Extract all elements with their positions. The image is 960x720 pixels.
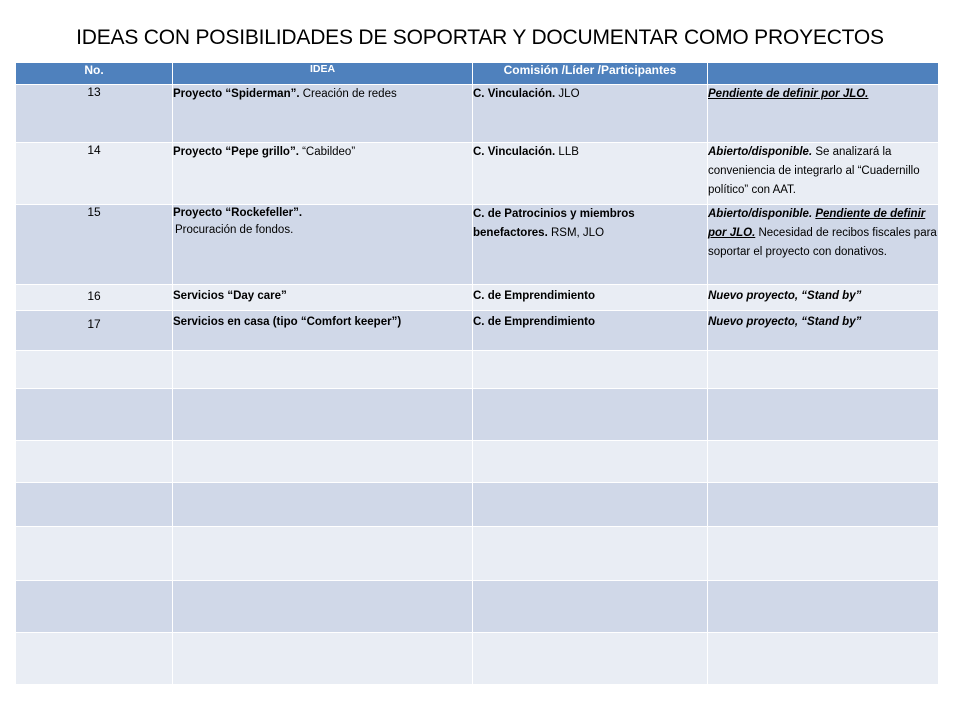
idea-cell — [173, 285, 473, 311]
table-row — [16, 285, 939, 311]
status-cell — [708, 311, 939, 351]
idea-cell — [173, 311, 473, 351]
table-row-empty — [16, 389, 939, 441]
comision-people: JLO — [555, 88, 580, 100]
header-comision: Comisión /Líder /Participantes — [473, 63, 708, 85]
comision-people: LLB — [555, 146, 579, 158]
table-row-empty — [16, 483, 939, 527]
table-row-empty — [16, 441, 939, 483]
status-label: Abierto/disponible. — [708, 146, 813, 158]
header-idea: IDEA — [173, 63, 473, 85]
row-number: 13 — [16, 85, 173, 143]
idea-title: Servicios “Day care” — [173, 290, 287, 302]
row-number: 14 — [16, 143, 173, 205]
comision-name: C. Vinculación. — [473, 146, 556, 158]
status-label: Abierto/disponible. — [708, 208, 813, 220]
status-cell — [708, 285, 939, 311]
header-no: No. — [16, 63, 173, 85]
idea-detail: “Cabildeo” — [298, 146, 356, 158]
comision-cell — [473, 311, 708, 351]
row-number: 15 — [16, 205, 173, 285]
status-detail: Se analizará la conveniencia de integrarlo al “Cuadernillo político” con AAT. — [708, 146, 920, 196]
status-text: Nuevo proyecto, “Stand by” — [708, 290, 862, 302]
status-text: Nuevo proyecto, “Stand by” — [708, 316, 862, 328]
comision-cell — [473, 285, 708, 311]
idea-title: Proyecto “Spiderman”. — [173, 88, 300, 100]
row-number: 17 — [16, 311, 173, 351]
comision-name: C. de Emprendimiento — [473, 316, 596, 328]
page-title: IDEAS CON POSIBILIDADES DE SOPORTAR Y DOCUMENTAR COMO PROYECTOS — [76, 26, 884, 49]
table-row — [16, 143, 939, 205]
idea-detail: Procuración de fondos. — [175, 224, 294, 236]
comision-cell — [473, 143, 708, 205]
status-text: Pendiente de definir por JLO. — [708, 88, 869, 100]
idea-title: Servicios en casa (tipo “Comfort keeper”) — [173, 316, 402, 328]
status-cell — [708, 143, 939, 205]
table-header-row — [16, 63, 939, 85]
status-cell — [708, 205, 939, 285]
comision-name: C. de Patrocinios y miembros benefactores. — [473, 208, 635, 239]
idea-title: Proyecto “Pepe grillo”. — [173, 146, 299, 158]
status-pending: Pendiente de definir por JLO. — [708, 208, 926, 239]
table-row-empty — [16, 633, 939, 685]
table-row — [16, 311, 939, 351]
table-row-empty — [16, 581, 939, 633]
status-cell — [708, 85, 939, 143]
comision-cell — [473, 205, 708, 285]
idea-cell — [173, 85, 473, 143]
idea-cell — [173, 143, 473, 205]
ideas-table — [15, 62, 939, 685]
table-row — [16, 205, 939, 285]
comision-cell — [473, 85, 708, 143]
comision-name: C. de Emprendimiento — [473, 290, 596, 302]
row-number: 16 — [16, 285, 173, 311]
table-row-empty — [16, 527, 939, 581]
table-row-empty — [16, 351, 939, 389]
table-row — [16, 85, 939, 143]
idea-detail: Creación de redes — [299, 88, 397, 100]
comision-name: C. Vinculación. — [473, 88, 556, 100]
idea-cell — [173, 205, 473, 285]
comision-people: RSM, JLO — [547, 227, 605, 239]
status-detail: Necesidad de recibos fiscales para soportar el proyecto con donativos. — [708, 227, 937, 258]
idea-title: Proyecto “Rockefeller”. — [173, 207, 303, 219]
header-status — [708, 63, 939, 85]
